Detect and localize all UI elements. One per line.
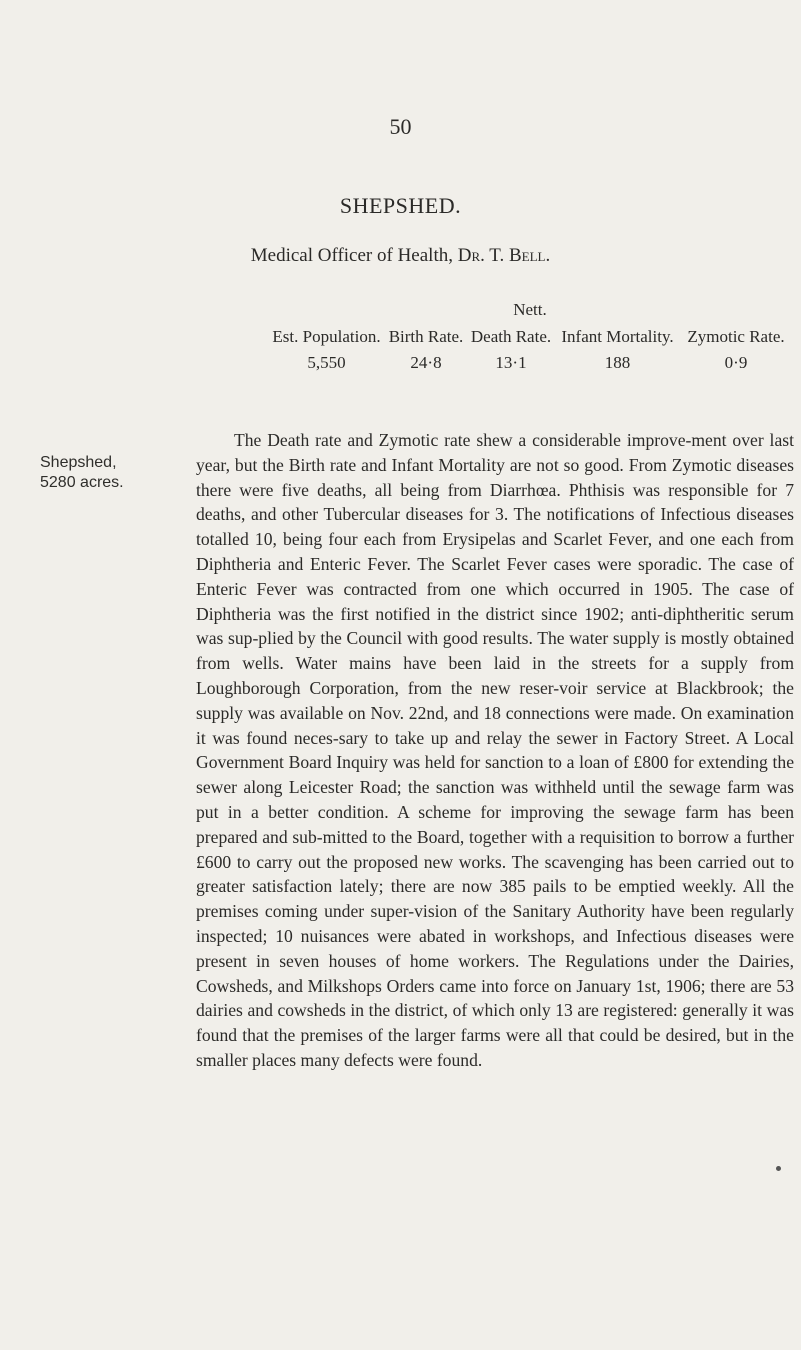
nett-label: Nett. [513,300,547,319]
page-number: 50 [389,114,412,139]
officer-line [0,245,801,267]
value-death-rate: 13·1 [495,353,527,372]
ink-dot-mark [776,1166,781,1171]
header-infant-mortality: Infant Mortality. [561,327,674,346]
officer-prefix: Medical Officer of Health, [250,245,458,266]
header-birth-rate: Birth Rate. [388,327,464,346]
margin-note-acres: 5280 acres. [40,474,124,491]
margin-note [40,453,160,493]
margin-note-place: Shepshed, [40,454,117,471]
header-population: Est. Population. [272,327,381,346]
officer-name: Dr. T. Bell. [457,245,551,266]
value-population: 5,550 [307,353,346,372]
statistics-value-row [270,353,790,373]
value-infant-mortality: 188 [604,353,631,372]
header-zymotic-rate: Zymotic Rate. [687,327,785,346]
report-paragraph: The Death rate and Zymotic rate shew a considerable improve-ment over last year, but the Birth rate and Infant Mortality are not so good. From Zymotic diseases there were five deaths, all being from Diarrhœa. Phthisis was responsible for 7 deaths, and other Tubercular diseases for 3. The notifications of Infectious diseases totalled 10, being four each from Erysipelas and Scarlet Fever, and one each from Diphtheria and Enteric Fever. The Scarlet Fever cases were sporadic. The case of Enteric Fever was contracted from one which occurred in 1905. The case of Diphtheria was the first notified in the district since 1902; anti-diphtheritic serum was sup-plied by the Council with good results. The water supply is mostly obtained from wells. Water mains have been laid in the streets for a supply from Loughborough Corporation, from the new reser-voir service at Blackbrook; the supply was available on Nov. 22nd, and 18 connections were made. On examination it was found neces-sary to take up and relay the sewer in Factory Street. A Local Government Board Inquiry was held for sanction to a loan of £800 for extending the sewer along Leicester Road; the sanction was withheld until the sewage farm was put in a better condition. A scheme for improving the sewage farm has been prepared and sub-mitted to the Board, together with a requisition to borrow a further £600 to carry out the proposed new works. The scavenging has been carried out to greater satisfaction lately; there are now 385 pails to be emptied weekly. All the premises coming under super-vision of the Sanitary Authority have been regularly inspected; 10 nuisances were abated in workshops, and Infectious diseases were present in seven houses of home workers. The Regulations under the Dairies, Cowsheds, and Milkshops Orders came into force on January 1st, 1906; there are 53 dairies and cowsheds in the district, of which only 13 are registered: generally it was found that the premises of the larger farms were all that could be desired, but in the smaller places many defects were found. [196,430,794,1070]
value-zymotic-rate: 0·9 [724,353,748,372]
page-title: SHEPSHED. [339,193,462,218]
statistics-header-row [270,327,790,347]
value-birth-rate: 24·8 [410,353,442,372]
header-death-rate: Death Rate. [470,327,552,346]
